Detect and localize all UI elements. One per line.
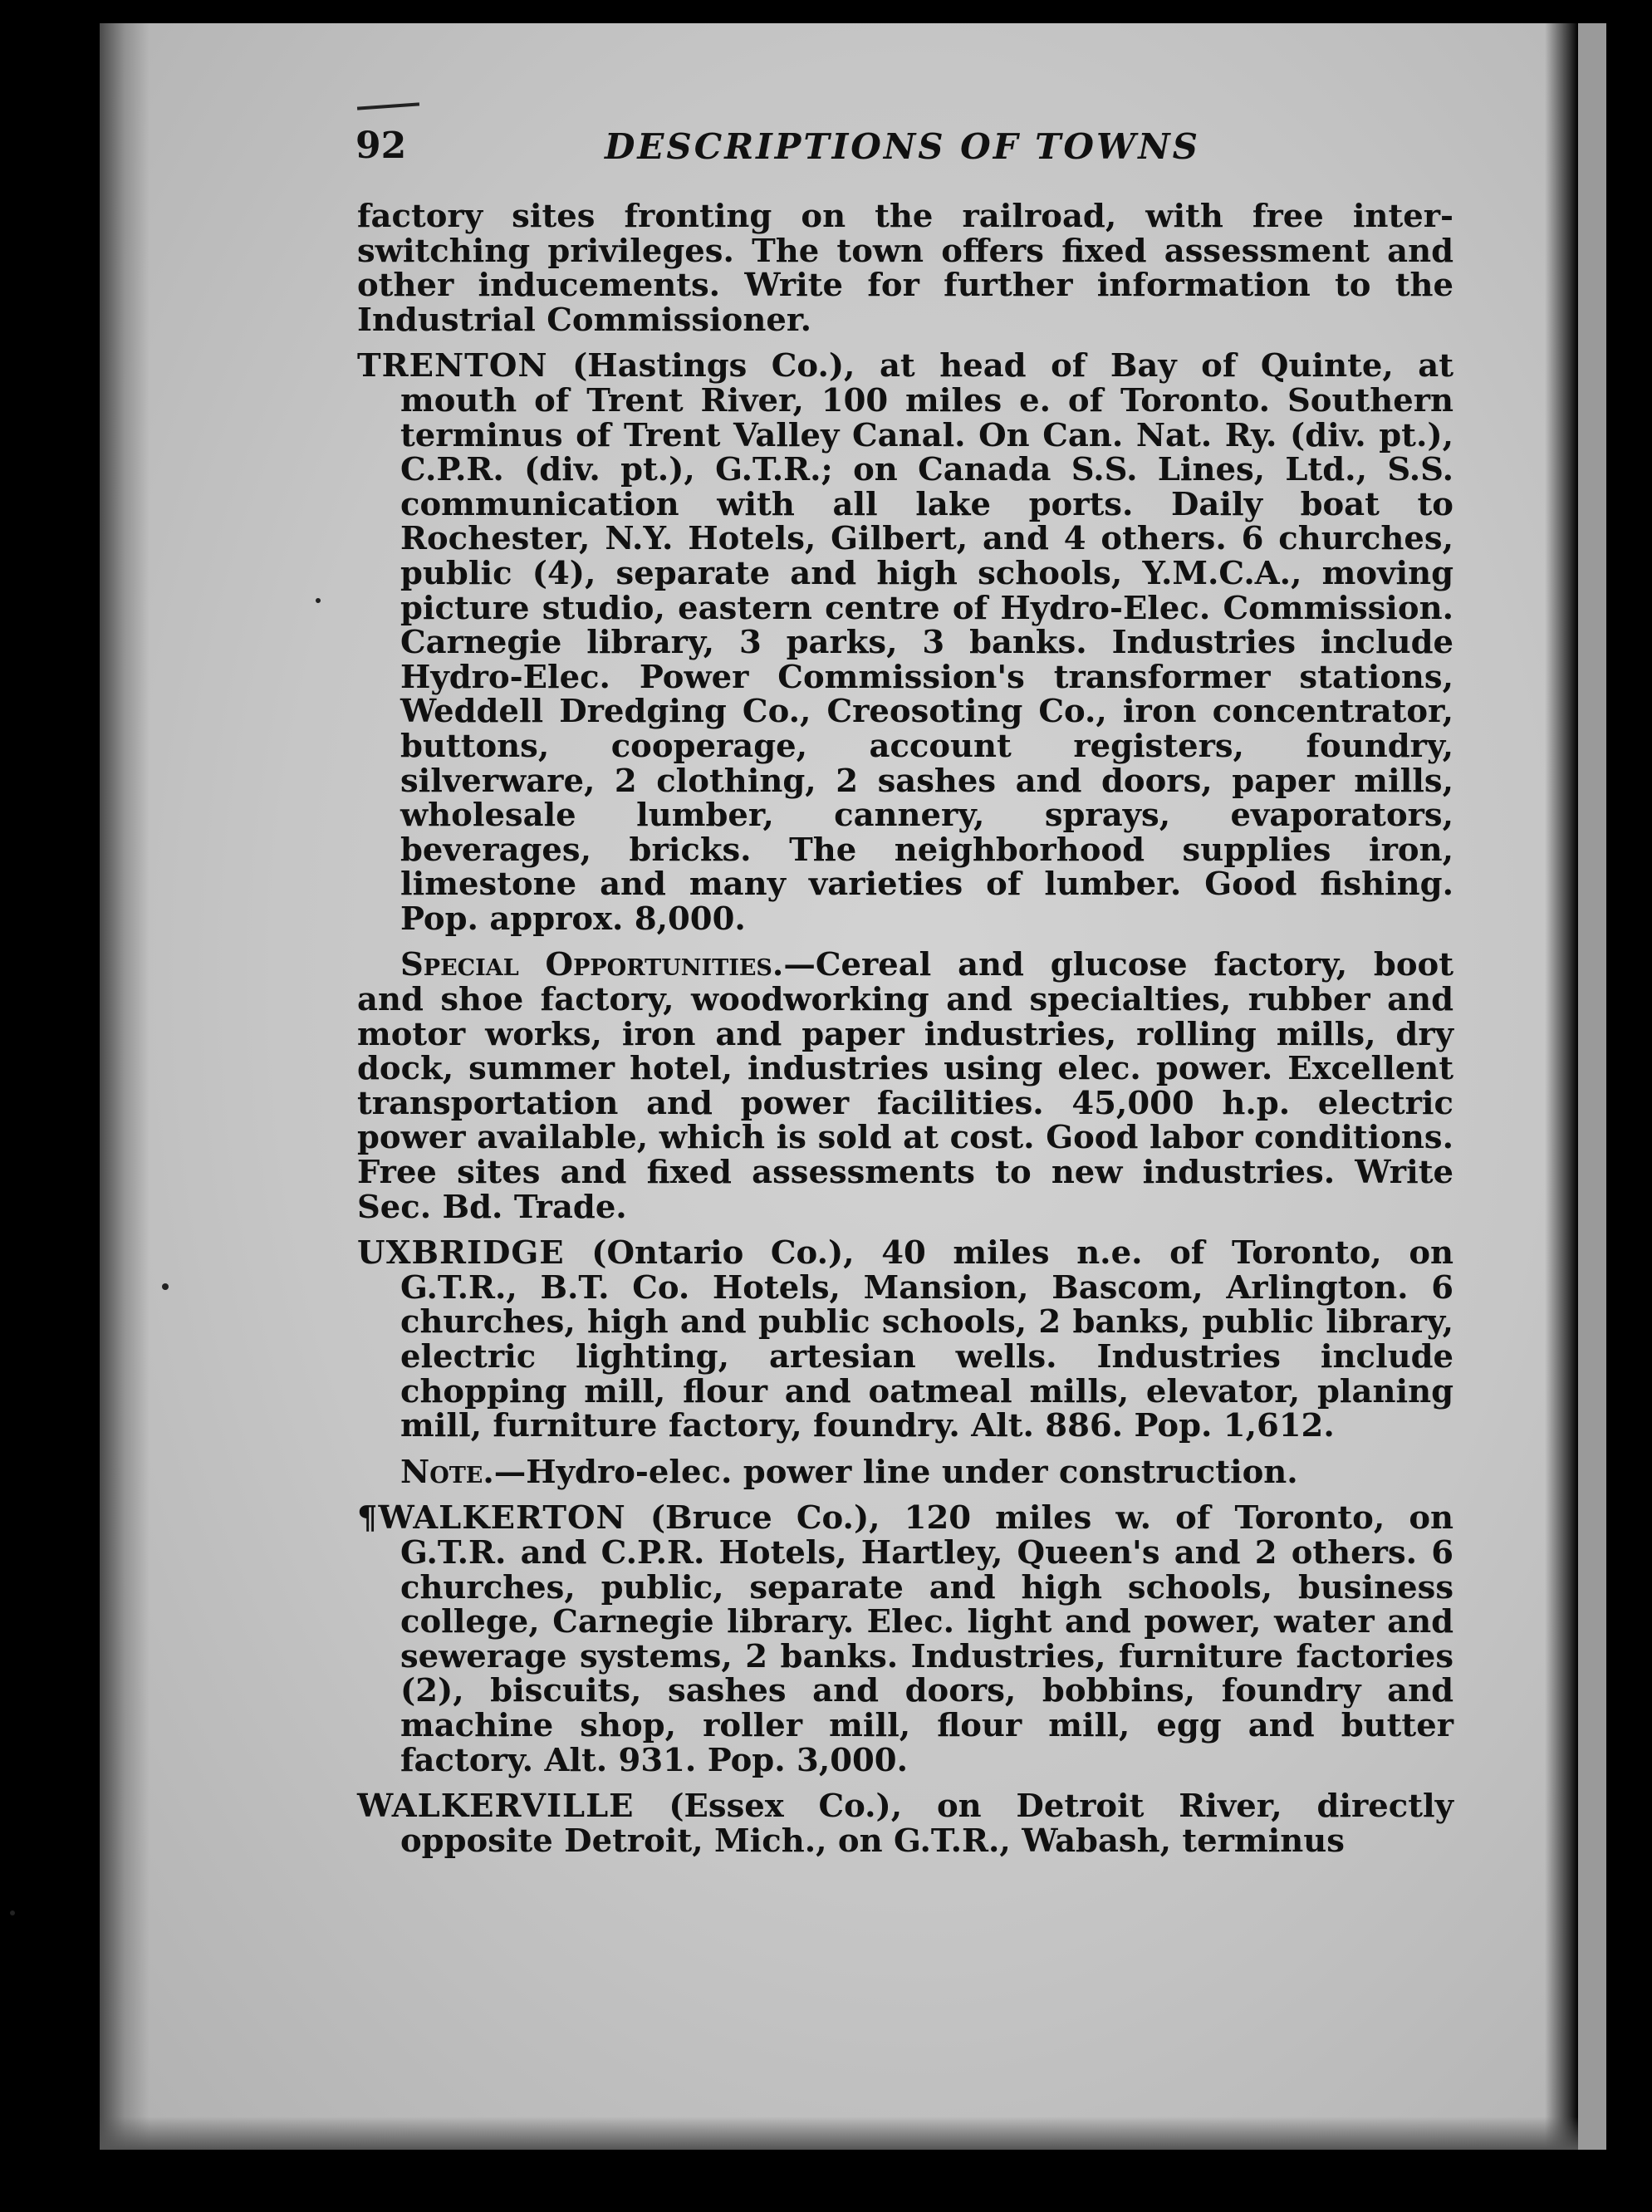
speck	[10, 1910, 15, 1915]
entry-text: (Hastings Co.), at head of Bay of Quinte, at mouth of Trent River, 100 miles e. of Toronto. Southern terminus of Trent Valley Canal. On Can. Nat. Ry. (div. pt.), C.P.R. (div. pt.), G.T.R.; on Canada S.S. Lines, Ltd., S.S. communication with all lake ports. Daily boat to Rochester, N.Y. Hotels, Gilbert, and 4 others. 6 churches, public (4), separate and high schools, Y.M.C.A., moving picture studio, eastern centre of Hydro-Elec. Commission. Carnegie library, 3 parks, 3 banks. Industries include Hydro-Elec. Power Commission's transformer stations, Weddell Dredging Co., Creosoting Co., iron concentrator, buttons, cooperage, account registers, foundry, silverware, 2 clothing, 2 sashes and doors, paper mills, wholesale lumber, cannery, sprays, evaporators, beverages, bricks. The neighborhood supplies iron, limestone and many varieties of lumber. Good fishing. Pop. approx. 8,000.	[400, 347, 1453, 938]
note-label: Special Opportunities.	[400, 946, 784, 984]
entry-uxbridge	[357, 1236, 1453, 1444]
entry-trenton	[357, 349, 1453, 936]
entry-heading: TRENTON	[357, 347, 548, 385]
entry-heading: WALKERVILLE	[357, 1788, 635, 1826]
continuation-paragraph: factory sites fronting on the railroad, with free inter-switching privileges. The town offers fixed assessment and other inducements. Write for further information to the Industrial Commissioner.	[357, 198, 1453, 339]
entry-walkerton	[357, 1501, 1453, 1778]
running-title: DESCRIPTIONS OF TOWNS	[605, 126, 1200, 167]
body-text	[357, 199, 1453, 1858]
note-label: Note.	[400, 1453, 494, 1491]
entry-text: (Essex Co.), on Detroit River, directly opposite Detroit, Mich., on G.T.R., Wabash, terminus	[400, 1788, 1453, 1860]
gutter-shadow	[100, 23, 150, 2150]
entry-heading: ¶WALKERTON	[357, 1499, 626, 1538]
note-text: —Cereal and glucose factory, boot and shoe factory, woodworking and specialties, rubber and motor works, iron and paper industries, rolling mills, dry dock, summer hotel, industries using elec. power. Excellent transportation and power facilities. 45,000 h.p. electric power available, which is sold at cost. Good labor conditions. Free sites and fixed assessments to new industries. Write Sec. Bd. Trade.	[357, 946, 1453, 1226]
adjacent-page-edge	[1578, 23, 1606, 2150]
note-text: —Hydro-elec. power line under construction.	[493, 1453, 1298, 1491]
entry-text: (Bruce Co.), 120 miles w. of Toronto, on G.T.R. and C.P.R. Hotels, Hartley, Queen's and 2 others. 6 churches, public, separate and high schools, business college, Carnegie library. Elec. light and power, water and sewerage systems, 2 banks. Industries, furniture factories (2), biscuits, sashes and doors, bobbins, foundry and machine shop, roller mill, flour mill, egg and butter factory. Alt. 931. Pop. 3,000.	[400, 1499, 1453, 1779]
page-edge	[1545, 23, 1578, 2150]
note-paragraph	[357, 1455, 1453, 1490]
entry-walkerville	[357, 1789, 1453, 1858]
speck	[316, 598, 321, 603]
special-opportunities-note	[357, 948, 1453, 1224]
speck	[162, 1283, 169, 1290]
page-number: 92	[355, 125, 407, 167]
entry-heading: UXBRIDGE	[357, 1234, 565, 1273]
entry-text: (Ontario Co.), 40 miles n.e. of Toronto, on G.T.R., B.T. Co. Hotels, Mansion, Bascom, Arlington. 6 churches, high and public schools, 2 banks, public library, electric lighting, artesian wells. Industries include chopping mill, flour and oatmeal mills, elevator, planing mill, furniture factory, foundry. Alt. 886. Pop. 1,612.	[400, 1234, 1453, 1445]
page-bottom-edge	[100, 2116, 1578, 2150]
